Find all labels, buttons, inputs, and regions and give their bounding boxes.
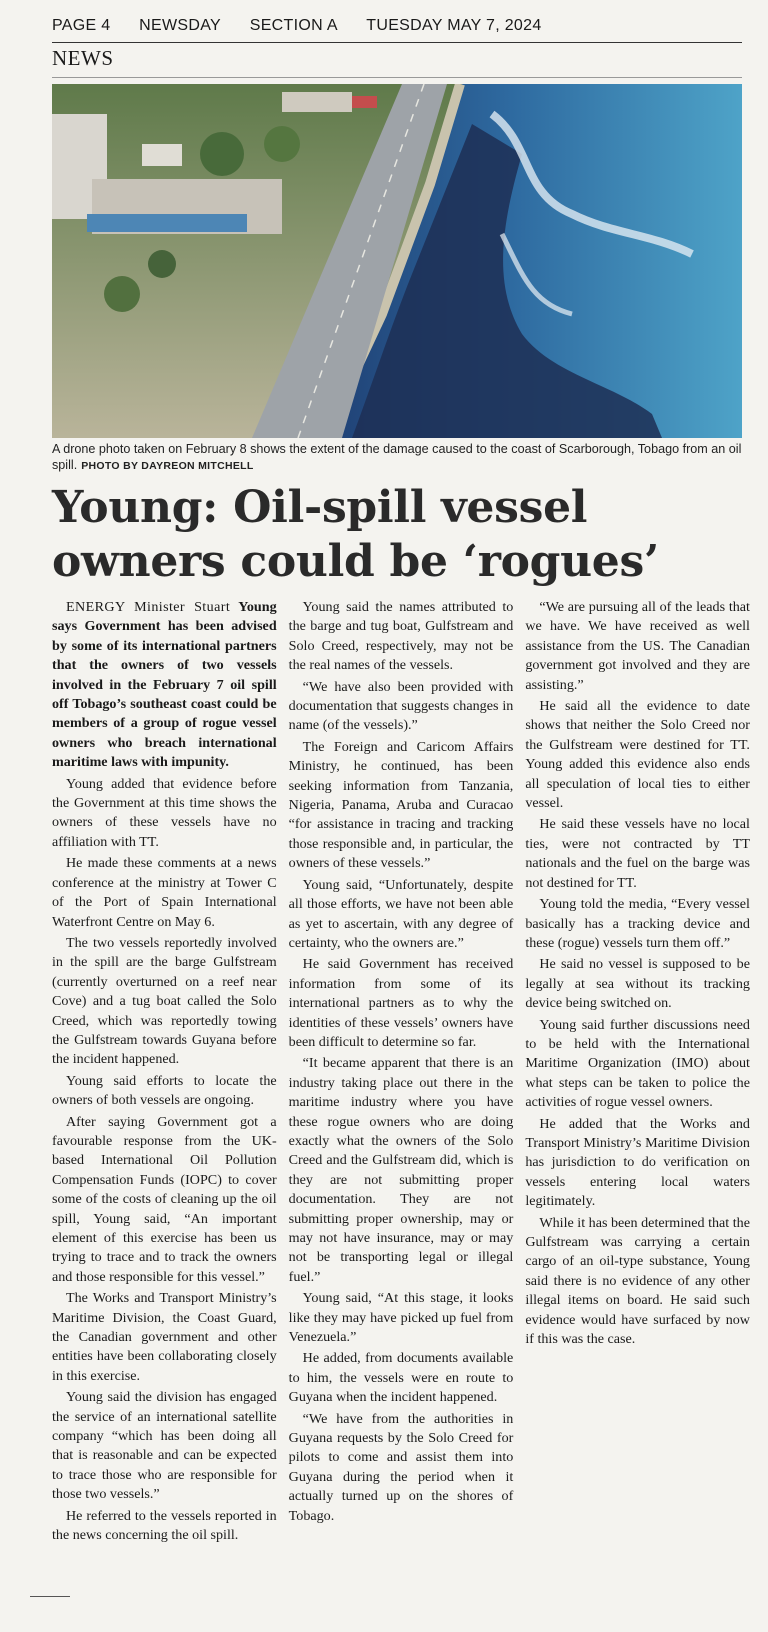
- article-paragraph: He said Government has received information from some of its international partners as to why the identities of these vessels’ owners have been difficult to determine so far.: [288, 956, 514, 1050]
- issue-date: TUESDAY MAY 7, 2024: [366, 17, 542, 34]
- article-paragraph: Young said the division has engaged the service of an international satellite company “which has been doing all that is reasonable and can be expected to trace those who are responsible for those two vessels.”: [52, 1389, 277, 1503]
- article-paragraph: The two vessels reportedly involved in the spill are the barge Gulfstream (currently overturned on a reef near Cove) and a tug boat called the Solo Creed, which was reportedly towing the Gulfstream towards Guyana before the incident happened.: [52, 934, 277, 1068]
- article-paragraph: Young said efforts to locate the owners of both vessels are ongoing.: [52, 1072, 277, 1109]
- page-number: PAGE 4: [52, 17, 111, 34]
- article-paragraph: “We are pursuing all of the leads that we have. We have received as well assistance from the US. The Canadian government got involved and they are assisting.”: [525, 599, 750, 693]
- photo-caption: [52, 441, 752, 474]
- article-paragraph: “We have from the authorities in Guyana requests by the Solo Creed for pilots to come and assist them into Guyana during the period when it actually turned up on the shores of Tobago.: [288, 1410, 514, 1524]
- article-paragraph: Young added that evidence before the Government at this time shows the owners of these vessels have no affiliation with TT.: [52, 775, 277, 850]
- lead-text: Young says Government has been advised by some of its international partners that the owners of two vessels involved in the February 7 oil spill off Tobago’s southeast coast could be members of a group of rogue vessel owners who breach international maritime laws with impunity.: [52, 599, 277, 771]
- paper-name: NEWSDAY: [139, 17, 221, 34]
- headline: [52, 481, 752, 589]
- caption-text: A drone photo taken on February 8 shows the extent of the damage caused to the coast of Scarborough, Tobago from an oil spill.: [52, 442, 742, 472]
- article-paragraph: Young told the media, “Every vessel basically has a tracking device and these (rogue) vessels turn them off.”: [525, 896, 750, 951]
- article-paragraph: After saying Government got a favourable response from the UK-based International Oil Pollution Compensation Funds (IOPC) to cover some of the costs of cleaning up the oil spill, Young said, “An important element of this exercise has been us trying to trace and to track the owners and those responsible for this vessel.”: [52, 1113, 277, 1285]
- article-paragraph: He added, from documents available to him, the vessels were en route to Guyana when the incident happened.: [288, 1350, 514, 1406]
- drone-aerial-photo-icon: [52, 84, 742, 438]
- article-paragraph: He said no vessel is supposed to be legally at sea without its tracking device being switched on.: [525, 956, 750, 1012]
- article-paragraph: “We have also been provided with documentation that suggests changes in name (of the vessels).”: [288, 678, 514, 734]
- headline-line-2: owners could be ‘rogues’: [52, 536, 659, 587]
- headline-line-1: Young: Oil-spill vessel: [52, 482, 588, 533]
- article-paragraph: He said all the evidence to date shows that neither the Solo Creed nor the Gulfstream were destined for TT. Young added this evidence also ends all speculation of local ties to either vessel.: [525, 698, 750, 812]
- section-label: NEWS: [52, 46, 114, 70]
- article-paragraph: Young said, “Unfortunately, despite all those efforts, we have not been able as yet to ascertain, with any degree of certainty, who the owners are.”: [288, 876, 514, 951]
- article-paragraph: “It became apparent that there is an industry taking place out there in the maritime industry where you have these rogue owners who are doing exactly what the owners of the Solo Creed and the Gulfstream did, which is they are not submitting proper documentation. They are not submitting proper ownership, may or may not have insurance, may or may not be transporting legal or illegal fuel.”: [288, 1055, 514, 1285]
- article-paragraph: He said these vessels have no local ties, were not contracted by TT nationals and the fuel on the barge was not destined for TT.: [525, 816, 750, 891]
- article-paragraph: Young said further discussions need to be held with the International Maritime Organization (IMO) about what steps can be taken to police the activities of rogue vessel owners.: [525, 1016, 750, 1111]
- photo-credit: PHOTO BY DAYREON MITCHELL: [81, 460, 254, 472]
- folio-rule: [52, 42, 742, 43]
- article-paragraph: The Works and Transport Ministry’s Maritime Division, the Coast Guard, the Canadian government and other entities have been collaborating closely in this exercise.: [52, 1290, 277, 1384]
- article-paragraph: While it has been determined that the Gulfstream was carrying a certain cargo of an oil-type substance, Young said there is no evidence of any other illegal items on board. He said such evidence would have surfaced by now if this was the case.: [525, 1214, 750, 1348]
- article-paragraph: Young said, “At this stage, it looks like they may have picked up fuel from Venezuela.”: [288, 1290, 514, 1346]
- article-paragraph: He made these comments at a news conference at the ministry at Tower C of the Port of Spain International Waterfront Centre on May 6.: [52, 855, 277, 930]
- article-paragraph: He added that the Works and Transport Ministry’s Maritime Division has jurisdiction to do verification on vessels entering local waters legitimately.: [525, 1115, 750, 1210]
- coastline-illustration: [52, 84, 742, 438]
- article-paragraph: The Foreign and Caricom Affairs Ministry, he continued, has been seeking information from Tanzania, Nigeria, Panama, Aruba and Curacao “for assistance in tracing and tracking those responsible and, in particular, the owners of these vessels.”: [288, 738, 514, 872]
- lead-kicker: ENERGY Minister Stuart: [66, 599, 231, 615]
- lead-paragraph: [52, 598, 277, 773]
- article-paragraph: Young said the names attributed to the barge and tug boat, Gulfstream and Solo Creed, respectively, may not be the real names of the vessels.: [288, 599, 514, 674]
- folio-line: [52, 17, 742, 35]
- section-rule: [52, 77, 742, 78]
- article-paragraph: He referred to the vessels reported in the news concerning the oil spill.: [52, 1507, 277, 1544]
- article-body: [52, 598, 750, 1558]
- page-end-rule: [30, 1596, 70, 1597]
- section-name: SECTION A: [249, 17, 338, 34]
